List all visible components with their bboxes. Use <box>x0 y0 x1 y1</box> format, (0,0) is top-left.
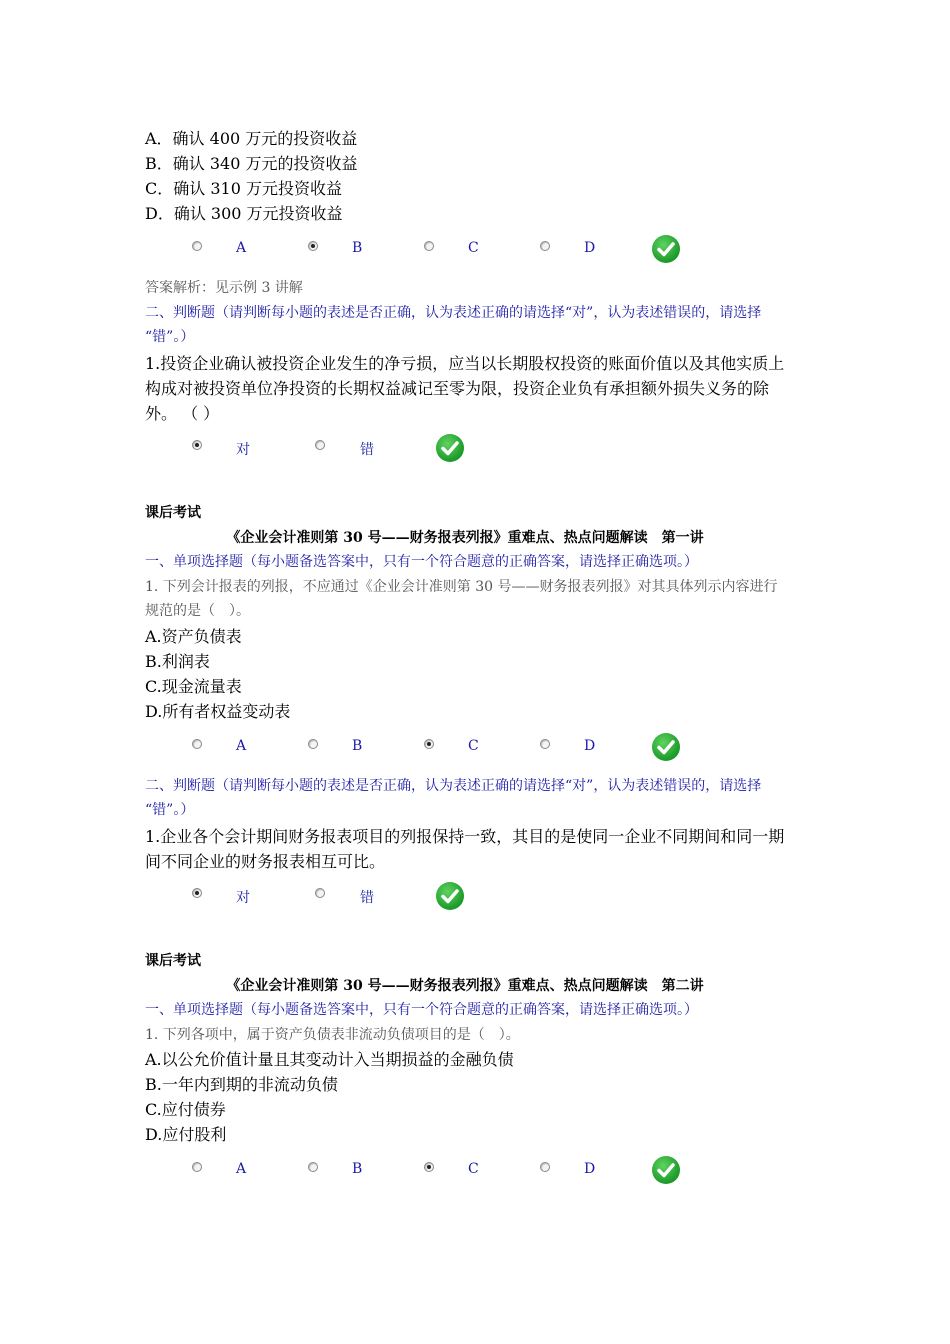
radio-d[interactable] <box>540 739 550 749</box>
radio-b[interactable] <box>308 1162 318 1172</box>
judge-question-line: 间不同企业的财务报表相互可比。 <box>145 852 386 871</box>
option-c: C．确认 310 万元投资收益 <box>145 179 342 198</box>
judge-heading: 二、判断题（请判断每小题的表述是否正确，认为表述正确的请选择“对”，认为表述错误的，请选择 <box>145 305 762 321</box>
radio-false[interactable] <box>315 888 325 898</box>
radio-c-label: C <box>468 1161 479 1177</box>
option-d: D．确认 300 万元投资收益 <box>145 204 343 223</box>
radio-d-label: D <box>584 738 596 754</box>
option-a: A．确认 400 万元的投资收益 <box>145 129 358 148</box>
question-line: 规范的是（ ）。 <box>145 603 250 619</box>
radio-b-label: B <box>352 240 363 256</box>
single-choice-heading: 一、单项选择题（每小题备选答案中，只有一个符合题意的正确答案，请选择正确选项。） <box>145 1002 698 1018</box>
option-d: D.应付股利 <box>145 1125 227 1144</box>
judge-question-line: 1.企业各个会计期间财务报表项目的列报保持一致，其目的是使同一企业不同期间和同一期 <box>145 827 785 846</box>
radio-d-label: D <box>584 1161 596 1177</box>
option-d: D.所有者权益变动表 <box>145 702 291 721</box>
radio-c-label: C <box>468 240 479 256</box>
radio-a-label: A <box>236 240 247 256</box>
radio-true[interactable] <box>192 888 202 898</box>
option-c: C.现金流量表 <box>145 677 242 696</box>
question-line: 1. 下列各项中，属于资产负债表非流动负债项目的是（ ）。 <box>145 1027 520 1043</box>
radio-a[interactable] <box>192 1162 202 1172</box>
section-subtitle: 《企业会计准则第 30 号——财务报表列报》重难点、热点问题解读 第一讲 <box>226 530 704 546</box>
radio-a-label: A <box>236 738 247 754</box>
check-correct-icon <box>652 235 680 263</box>
option-c: C.应付债券 <box>145 1100 226 1119</box>
section-title: 课后考试 <box>145 953 201 969</box>
radio-b[interactable] <box>308 739 318 749</box>
radio-a[interactable] <box>192 739 202 749</box>
radio-false-label: 错 <box>360 890 374 906</box>
radio-c[interactable] <box>424 739 434 749</box>
judge-question-line: 构成对被投资单位净投资的长期权益减记至零为限，投资企业负有承担额外损失义务的除 <box>145 379 770 398</box>
judge-question-line: 外。 （ ） <box>145 404 220 423</box>
radio-d[interactable] <box>540 241 550 251</box>
radio-false[interactable] <box>315 440 325 450</box>
check-correct-icon <box>652 733 680 761</box>
question-line: 1. 下列会计报表的列报，不应通过《企业会计准则第 30 号——财务报表列报》对其具体列示内容进行 <box>145 579 778 595</box>
radio-a[interactable] <box>192 241 202 251</box>
judge-heading: 二、判断题（请判断每小题的表述是否正确，认为表述正确的请选择“对”，认为表述错误的，请选择 <box>145 778 762 794</box>
radio-false-label: 错 <box>360 442 374 458</box>
radio-b-label: B <box>352 1161 363 1177</box>
option-a: A.以公允价值计量且其变动计入当期损益的金融负债 <box>145 1050 514 1069</box>
radio-c[interactable] <box>424 1162 434 1172</box>
option-b: B.利润表 <box>145 652 210 671</box>
judge-heading-cont: “错”。） <box>145 329 195 345</box>
radio-c[interactable] <box>424 241 434 251</box>
radio-d-label: D <box>584 240 596 256</box>
radio-a-label: A <box>236 1161 247 1177</box>
check-correct-icon <box>436 882 464 910</box>
single-choice-heading: 一、单项选择题（每小题备选答案中，只有一个符合题意的正确答案，请选择正确选项。） <box>145 554 698 570</box>
radio-true[interactable] <box>192 440 202 450</box>
check-correct-icon <box>436 434 464 462</box>
option-b: B.一年内到期的非流动负债 <box>145 1075 338 1094</box>
judge-question-line: 1.投资企业确认被投资企业发生的净亏损，应当以长期股权投资的账面价值以及其他实质上 <box>145 354 785 373</box>
radio-d[interactable] <box>540 1162 550 1172</box>
radio-true-label: 对 <box>236 890 250 906</box>
radio-b[interactable] <box>308 241 318 251</box>
radio-c-label: C <box>468 738 479 754</box>
option-a: A.资产负债表 <box>145 627 242 646</box>
answer-explanation: 答案解析：见示例 3 讲解 <box>145 280 303 296</box>
section-title: 课后考试 <box>145 505 201 521</box>
section-subtitle: 《企业会计准则第 30 号——财务报表列报》重难点、热点问题解读 第二讲 <box>226 978 704 994</box>
radio-b-label: B <box>352 738 363 754</box>
radio-true-label: 对 <box>236 442 250 458</box>
check-correct-icon <box>652 1156 680 1184</box>
option-b: B．确认 340 万元的投资收益 <box>145 154 358 173</box>
judge-heading-cont: “错”。） <box>145 802 195 818</box>
